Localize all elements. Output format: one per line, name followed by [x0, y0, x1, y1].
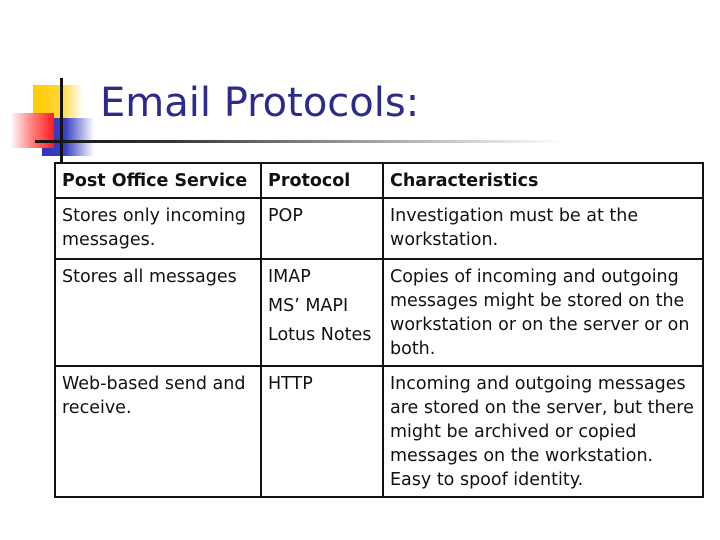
cell-characteristics: Copies of incoming and outgoing messages might be stored on the workstation or on the server or on both. [383, 259, 703, 366]
decor-vertical-line [60, 78, 63, 162]
cell-service: Web-based send and receive. [55, 366, 261, 497]
protocol-item: POP [268, 206, 303, 226]
slide-title: Email Protocols: [100, 80, 420, 126]
header-protocol: Protocol [261, 163, 383, 198]
cell-protocol [261, 259, 383, 366]
cell-characteristics: Investigation must be at the workstation. [383, 198, 703, 259]
protocol-item: IMAP [268, 267, 311, 287]
protocol-item: HTTP [268, 374, 313, 394]
table-row [55, 366, 703, 497]
header-characteristics: Characteristics [383, 163, 703, 198]
cell-characteristics: Incoming and outgoing messages are stored on the server, but there might be archived or copied messages on the workstation. Easy to spoof identity. [383, 366, 703, 497]
table-row [55, 198, 703, 259]
cell-service: Stores all messages [55, 259, 261, 366]
cell-protocol [261, 366, 383, 497]
header-service: Post Office Service [55, 163, 261, 198]
decor-horizontal-line [35, 140, 565, 143]
protocols-table [54, 162, 704, 498]
protocol-item: MS’ MAPI [268, 296, 349, 316]
cell-protocol [261, 198, 383, 259]
table-row [55, 259, 703, 366]
table-header-row [55, 163, 703, 198]
protocol-item: Lotus Notes [268, 325, 372, 345]
cell-service: Stores only incoming messages. [55, 198, 261, 259]
